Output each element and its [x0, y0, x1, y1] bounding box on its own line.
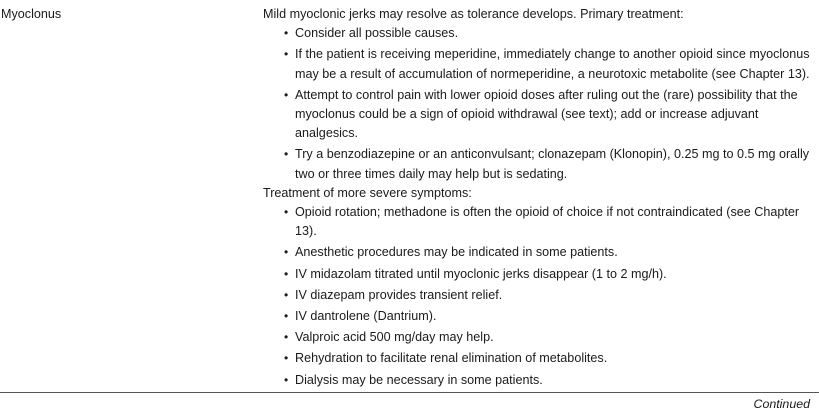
list-item	[263, 328, 815, 347]
list-item	[263, 265, 815, 284]
bullet-icon: •	[284, 309, 289, 324]
primary-treatment-intro: Mild myoclonic jerks may resolve as tolerance develops. Primary treatment:	[263, 7, 684, 21]
list-item	[263, 243, 815, 262]
list-item	[263, 145, 815, 183]
list-item-text: Anesthetic procedures may be indicated in some patients.	[295, 245, 618, 260]
list-item	[263, 307, 815, 326]
bullet-icon: •	[284, 266, 289, 281]
list-item	[263, 371, 815, 390]
bullet-icon: •	[284, 330, 289, 345]
list-item-text: Valproic acid 500 mg/day may help.	[295, 330, 494, 345]
table-row-content	[263, 5, 815, 390]
bullet-icon: •	[284, 287, 289, 302]
list-item	[263, 24, 815, 43]
list-item	[263, 349, 815, 368]
severe-treatment-list	[263, 203, 815, 390]
bullet-icon: •	[284, 245, 289, 260]
list-item-text: Consider all possible causes.	[295, 26, 459, 41]
bullet-icon: •	[284, 351, 289, 366]
list-item	[263, 86, 815, 144]
table-row-term: Myoclonus	[1, 7, 62, 21]
list-item	[263, 286, 815, 305]
bullet-icon: •	[284, 205, 289, 220]
list-item-text: IV diazepam provides transient relief.	[295, 287, 503, 302]
list-item	[263, 45, 815, 83]
bullet-icon: •	[284, 26, 289, 41]
bullet-icon: •	[284, 147, 289, 162]
list-item-text: IV dantrolene (Dantrium).	[295, 309, 437, 324]
list-item-text: Attempt to control pain with lower opioid doses after ruling out the (rare) possibility that the myoclonus could be a sign of opioid withdrawal (see text); add or increase adjuvant analgesics.	[295, 87, 798, 141]
bullet-icon: •	[284, 47, 289, 62]
bullet-icon: •	[284, 372, 289, 387]
list-item-text: Opioid rotation; methadone is often the opioid of choice if not contraindicated (see Chapter 13).	[295, 205, 800, 239]
list-item	[263, 203, 815, 241]
continued-label: Continued	[753, 397, 810, 411]
list-item-text: IV midazolam titrated until myoclonic jerks disappear (1 to 2 mg/h).	[295, 266, 667, 281]
list-item-text: If the patient is receiving meperidine, immediately change to another opioid since myoclonus may be a result of accumulation of normeperidine, a neurotoxic metabolite (see Chapter 13).	[295, 47, 810, 81]
list-item-text: Try a benzodiazepine or an anticonvulsant; clonazepam (Klonopin), 0.25 mg to 0.5 mg orally two or three times daily may help but is sedating.	[295, 147, 810, 181]
primary-treatment-list	[263, 24, 815, 184]
list-item-text: Rehydration to facilitate renal elimination of metabolites.	[295, 351, 608, 366]
severe-treatment-heading: Treatment of more severe symptoms:	[263, 185, 472, 200]
table-bottom-divider	[0, 392, 819, 393]
list-item-text: Dialysis may be necessary in some patients.	[295, 372, 543, 387]
bullet-icon: •	[284, 87, 289, 102]
